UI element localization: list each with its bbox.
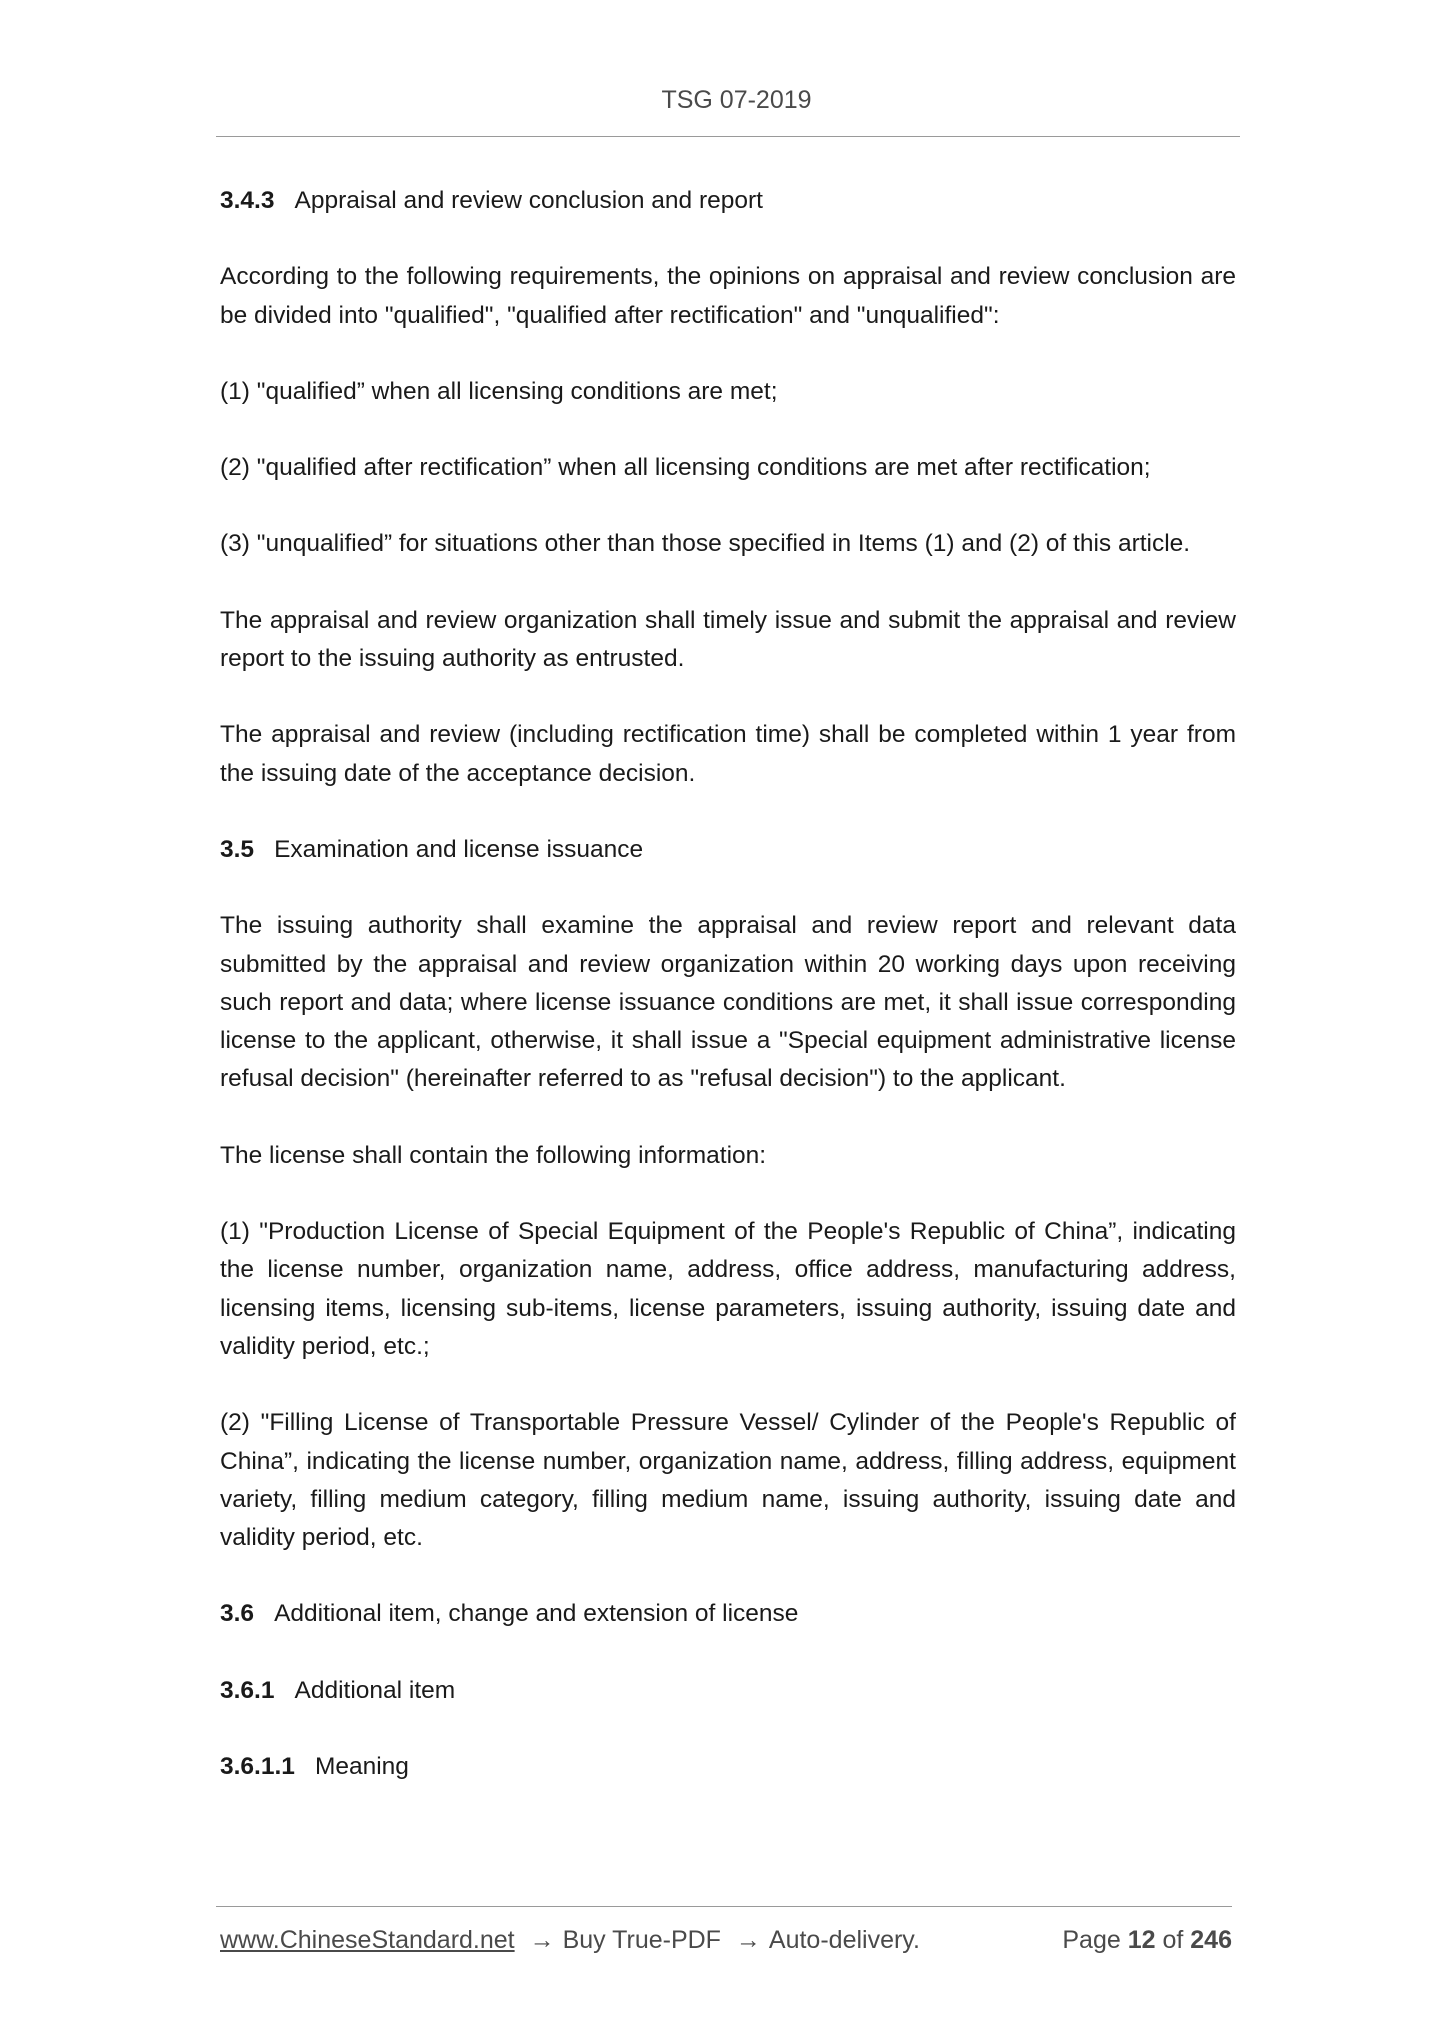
of-label: of: [1162, 1926, 1184, 1954]
arrow-right-icon: →: [529, 1926, 555, 1954]
page-label: Page: [1062, 1926, 1121, 1954]
page-indicator: [1062, 1926, 1232, 1955]
section-number: 3.4.3: [220, 187, 275, 214]
section-heading: [220, 1595, 1236, 1633]
section-title: Examination and license issuance: [274, 835, 644, 863]
paragraph: (1) "Production License of Special Equipment of the People's Republic of China”, indicating the license number, organization name, address, office address, manufacturing address, licensing items, licensing sub-items, license parameters, issuing authority, issuing date and validity period, etc.;: [220, 1218, 1236, 1360]
arrow-right-icon: →: [735, 1926, 761, 1954]
paragraph: The license shall contain the following information:: [220, 1141, 767, 1169]
paragraph: According to the following requirements, the opinions on appraisal and review conclusion are be divided into "qualified", "qualified after rectification" and "unqualified":: [220, 263, 1236, 329]
section-title: Additional item: [294, 1676, 456, 1704]
document-body: [220, 182, 1236, 1824]
paragraph: The appraisal and review (including rectification time) shall be completed within 1 year from the issuing date of the acceptance decision.: [220, 721, 1236, 787]
footer-rule: [216, 1906, 1232, 1907]
paragraph: (3) "unqualified” for situations other than those specified in Items (1) and (2) of this article.: [220, 530, 1191, 558]
paragraph: (2) "qualified after rectification” when all licensing conditions are met after rectification;: [220, 454, 1151, 482]
section-title: Appraisal and review conclusion and report: [294, 187, 763, 214]
page-number: 12: [1127, 1926, 1156, 1954]
buy-text: Buy True-PDF: [562, 1926, 721, 1954]
section-number: 3.5: [220, 835, 255, 863]
paragraph: The issuing authority shall examine the appraisal and review report and relevant data submitted by the appraisal and review organization within 20 working days upon receiving such report and data; where license issuance conditions are met, it shall issue corresponding license to the applicant, otherwise, it shall issue a "Special equipment administrative license refusal decision" (hereinafter referred to as "refusal decision") to the applicant.: [220, 912, 1236, 1093]
section-number: 3.6.1: [220, 1676, 275, 1704]
section-heading: [220, 182, 1236, 220]
footer-promo: [220, 1926, 920, 1955]
paragraph: (1) "qualified” when all licensing conditions are met;: [220, 377, 778, 405]
section-heading: [220, 831, 1236, 869]
section-title: Meaning: [314, 1753, 409, 1781]
page-total: 246: [1190, 1926, 1232, 1954]
section-heading: [220, 1672, 1236, 1710]
section-title: Additional item, change and extension of license: [274, 1600, 799, 1628]
section-number: 3.6.1.1: [220, 1753, 295, 1781]
page-footer: [220, 1926, 1232, 1955]
header-rule: [216, 136, 1240, 137]
page-header-title: TSG 07-2019: [661, 86, 812, 114]
paragraph: (2) "Filling License of Transportable Pressure Vessel/ Cylinder of the People's Republic of China”, indicating the license number, organization name, address, filling address, equipment variety, filling medium category, filling medium name, issuing authority, issuing date and validity period, etc.: [220, 1409, 1236, 1552]
delivery-text: Auto-delivery.: [768, 1926, 920, 1954]
paragraph: The appraisal and review organization shall timely issue and submit the appraisal and review report to the issuing authority as entrusted.: [220, 606, 1236, 673]
section-heading: [220, 1748, 1236, 1786]
website-link[interactable]: www.ChineseStandard.net: [220, 1926, 515, 1954]
section-number: 3.6: [220, 1600, 255, 1628]
